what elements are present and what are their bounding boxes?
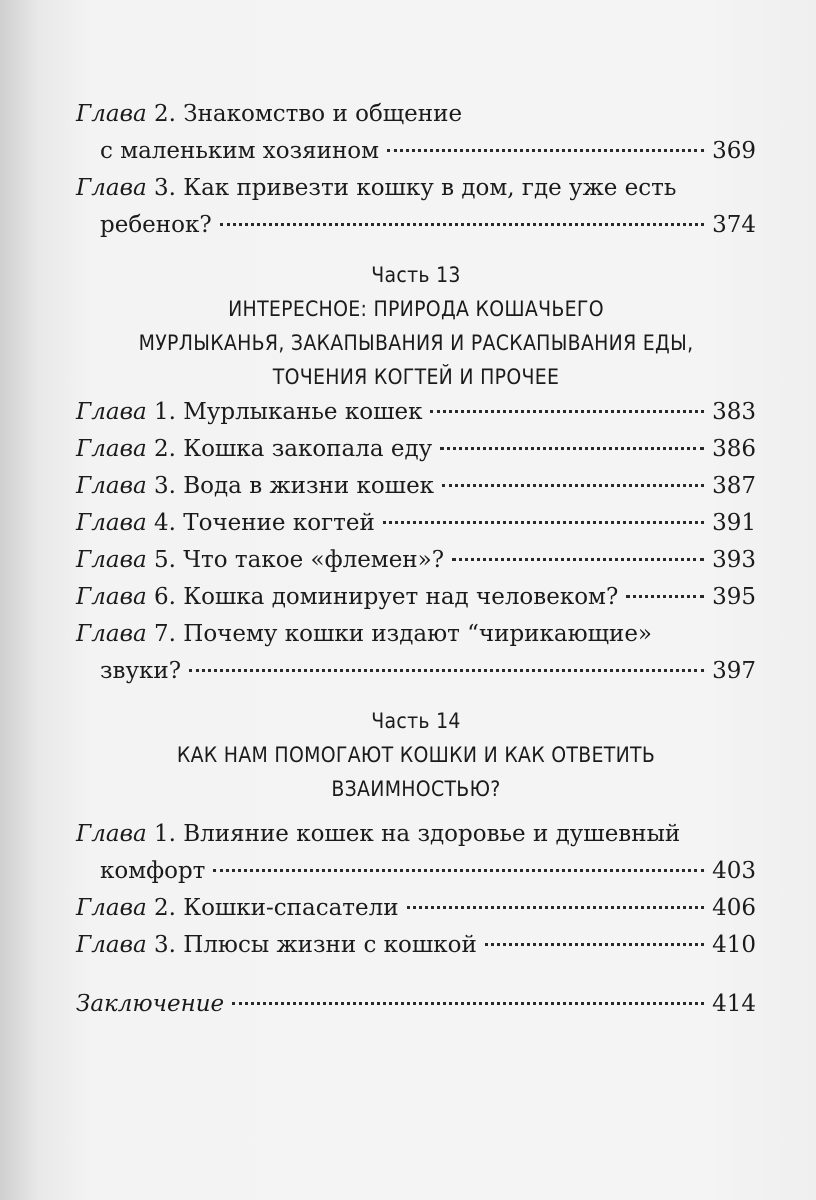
chapter-label: Глава bbox=[76, 821, 147, 847]
dot-leader bbox=[626, 594, 704, 598]
dot-leader bbox=[383, 520, 704, 524]
part-title-line: КАК НАМ ПОМОГАЮТ КОШКИ И КАК ОТВЕТИТЬ bbox=[176, 743, 656, 767]
chapter-title: Плюсы жизни с кошкой bbox=[183, 932, 477, 958]
part-number: Часть 14 bbox=[371, 709, 461, 733]
chapter-number: 2. bbox=[154, 436, 176, 462]
dot-leader bbox=[213, 868, 704, 872]
part-title-line: ТОЧЕНИЯ КОГТЕЙ И ПРОЧЕЕ bbox=[272, 365, 560, 389]
toc-entry[interactable] bbox=[76, 816, 756, 890]
part-title-line: ИНТЕРЕСНОЕ: ПРИРОДА КОШАЧЬЕГО bbox=[228, 297, 604, 321]
page-number: 414 bbox=[712, 991, 756, 1017]
part-title-line: ВЗАИМНОСТЬЮ? bbox=[331, 777, 501, 801]
chapter-number: 3. bbox=[154, 473, 176, 499]
chapter-title-cont: с маленьким хозяином bbox=[100, 138, 380, 164]
page-number: 395 bbox=[712, 584, 756, 610]
chapter-number: 4. bbox=[154, 510, 176, 536]
toc-entry[interactable] bbox=[76, 616, 756, 690]
chapter-label: Глава bbox=[76, 473, 147, 499]
page-number: 386 bbox=[712, 436, 756, 462]
page-number: 397 bbox=[712, 658, 756, 684]
chapter-label: Глава bbox=[76, 436, 147, 462]
toc-entry[interactable] bbox=[76, 890, 756, 927]
chapter-title: Кошка доминирует над человеком? bbox=[183, 584, 619, 610]
part-heading-13 bbox=[76, 258, 756, 394]
chapter-label: Глава bbox=[76, 175, 147, 201]
chapter-title: Знакомство и общение bbox=[183, 101, 463, 127]
chapter-number: 3. bbox=[154, 175, 176, 201]
page-number: 410 bbox=[712, 932, 756, 958]
dot-leader bbox=[452, 557, 704, 561]
chapter-label: Глава bbox=[76, 895, 147, 921]
part-heading-14 bbox=[76, 704, 756, 806]
page-number: 393 bbox=[712, 547, 756, 573]
page-number: 403 bbox=[712, 858, 756, 884]
page-number: 383 bbox=[712, 399, 756, 425]
dot-leader bbox=[440, 446, 704, 450]
chapter-title-cont: звуки? bbox=[100, 658, 182, 684]
chapter-label: Глава bbox=[76, 621, 147, 647]
chapter-label: Глава bbox=[76, 399, 147, 425]
chapter-title: Точение когтей bbox=[183, 510, 375, 536]
chapter-label: Глава bbox=[76, 101, 147, 127]
part-number: Часть 13 bbox=[371, 263, 461, 287]
page-number: 387 bbox=[712, 473, 756, 499]
chapter-title-cont: ребенок? bbox=[100, 212, 212, 238]
chapter-number: 6. bbox=[154, 584, 176, 610]
dot-leader bbox=[442, 483, 704, 487]
page-number: 391 bbox=[712, 510, 756, 536]
chapter-number: 1. bbox=[154, 821, 176, 847]
chapter-title: Почему кошки издают “чирикающие» bbox=[183, 621, 653, 647]
toc-entry[interactable] bbox=[76, 927, 756, 964]
page-number: 406 bbox=[712, 895, 756, 921]
dot-leader bbox=[407, 905, 705, 909]
chapter-number: 2. bbox=[154, 101, 176, 127]
chapter-number: 7. bbox=[154, 621, 176, 647]
dot-leader bbox=[430, 409, 704, 413]
chapter-title: Мурлыканье кошек bbox=[183, 399, 423, 425]
toc-entry[interactable] bbox=[76, 542, 756, 579]
dot-leader bbox=[485, 942, 704, 946]
conclusion-label: Заключение bbox=[76, 991, 225, 1017]
toc-entry[interactable] bbox=[76, 170, 756, 244]
chapter-number: 5. bbox=[154, 547, 176, 573]
chapter-number: 2. bbox=[154, 895, 176, 921]
chapter-label: Глава bbox=[76, 547, 147, 573]
table-of-contents bbox=[76, 96, 756, 1023]
chapter-title: Вода в жизни кошек bbox=[183, 473, 435, 499]
toc-entry[interactable] bbox=[76, 468, 756, 505]
chapter-title: Кошки-спасатели bbox=[183, 895, 399, 921]
chapter-label: Глава bbox=[76, 510, 147, 536]
toc-entry[interactable] bbox=[76, 394, 756, 431]
chapter-title: Влияние кошек на здоровье и душевный bbox=[183, 821, 681, 847]
toc-entry[interactable] bbox=[76, 431, 756, 468]
toc-entry[interactable] bbox=[76, 505, 756, 542]
chapter-title-cont: комфорт bbox=[100, 858, 206, 884]
chapter-title: Как привезти кошку в дом, где уже есть bbox=[183, 175, 677, 201]
page-number: 369 bbox=[712, 138, 756, 164]
page-number: 374 bbox=[712, 212, 756, 238]
part-title-line: МУРЛЫКАНЬЯ, ЗАКАПЫВАНИЯ И РАСКАПЫВАНИЯ ЕДЫ, bbox=[138, 331, 694, 355]
dot-leader bbox=[189, 668, 704, 672]
chapter-label: Глава bbox=[76, 932, 147, 958]
dot-leader bbox=[220, 222, 704, 226]
toc-entry[interactable] bbox=[76, 96, 756, 170]
toc-entry-conclusion[interactable] bbox=[76, 986, 756, 1023]
dot-leader bbox=[387, 148, 704, 152]
chapter-number: 3. bbox=[154, 932, 176, 958]
chapter-label: Глава bbox=[76, 584, 147, 610]
toc-entry[interactable] bbox=[76, 579, 756, 616]
chapter-title: Что такое «флемен»? bbox=[183, 547, 445, 573]
chapter-title: Кошка закопала еду bbox=[183, 436, 433, 462]
dot-leader bbox=[232, 1001, 704, 1005]
chapter-number: 1. bbox=[154, 399, 176, 425]
